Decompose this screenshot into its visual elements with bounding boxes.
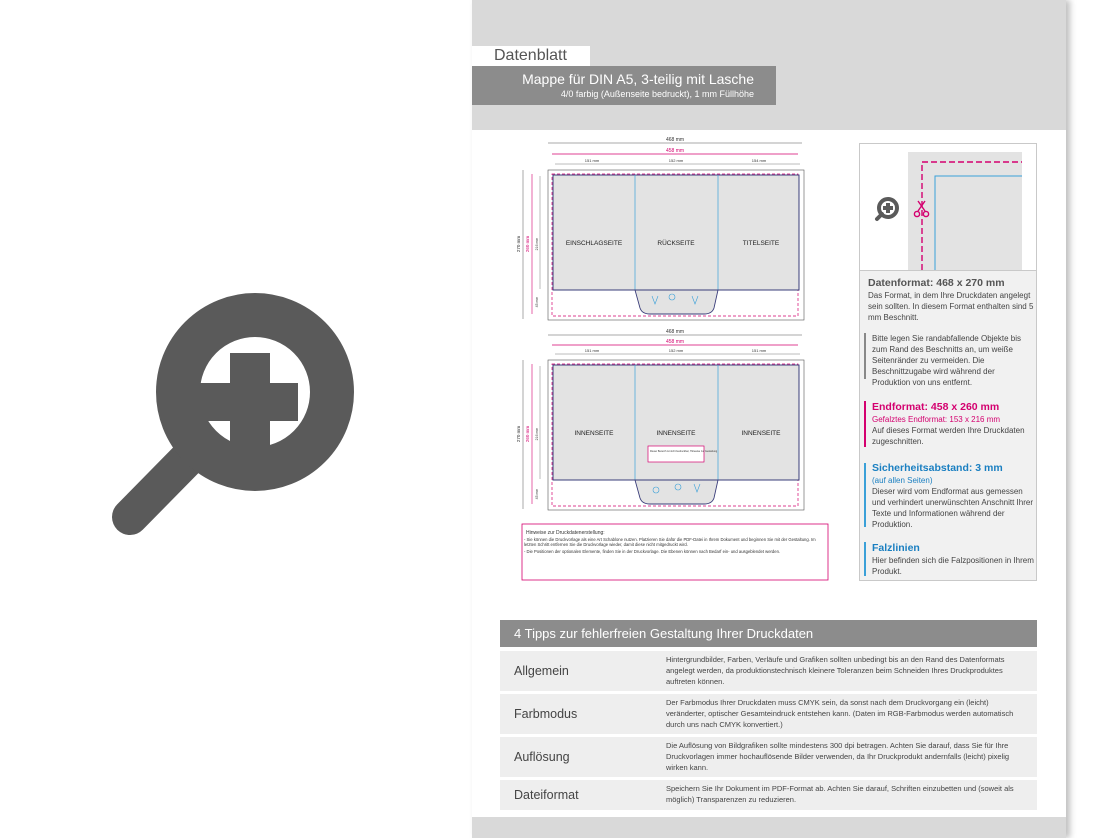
outside-col-2: 152 mm bbox=[668, 158, 684, 163]
legend-endformat bbox=[872, 401, 1034, 447]
datenformat-title: Datenformat: 468 x 270 mm bbox=[868, 277, 1005, 289]
datenformat-text: Das Format, in dem Ihre Druckdaten angelegt sein sollten. In diesem Format enthalten sind 5 mm Beschnitt. bbox=[868, 291, 1034, 322]
inside-height-flap: 45 mm bbox=[535, 488, 539, 500]
notes-item: - Sie können die Druckvorlage als eine Art Schablone nutzen. Platzieren Sie dafür die PDF-Datei in Ihrem Dokument und beginnen Sie mit der Gestaltung. Im letzten Schritt entfernen Sie die Druckvorlage wieder, damit diese nicht mitgedruckt wird. bbox=[524, 537, 816, 548]
outside-col-1: 151 mm bbox=[584, 158, 600, 163]
outside-width-total: 468 mm bbox=[665, 137, 685, 143]
inside-col-3: 151 mm bbox=[751, 348, 767, 353]
outside-height-final: 260 mm bbox=[525, 235, 530, 253]
inside-col-1: 151 mm bbox=[584, 348, 600, 353]
endformat-sub: Gefalztes Endformat: 153 x 216 mm bbox=[872, 415, 1001, 424]
sicherheit-sub: (auf allen Seiten) bbox=[872, 476, 933, 485]
product-subtitle: 4/0 farbig (Außenseite bedruckt), 1 mm Füllhöhe bbox=[560, 89, 754, 99]
tip-row bbox=[500, 780, 1037, 810]
inside-view bbox=[516, 329, 804, 510]
outside-panel-3: TITELSEITE bbox=[742, 240, 780, 247]
outside-view bbox=[516, 137, 804, 320]
falz-title: Falzlinien bbox=[872, 542, 920, 554]
notes-title: Hinweise zur Druckdatenerstellung: bbox=[526, 530, 605, 536]
inside-note: Dieser Bereich ist nicht bedruckbar, Hinweise zur Gestaltung bbox=[650, 450, 718, 453]
inside-width-final: 458 mm bbox=[665, 339, 685, 345]
outside-panel-1: EINSCHLAGSEITE bbox=[565, 240, 623, 247]
outside-height-inner: 216 mm bbox=[535, 237, 539, 251]
outside-col-3: 154 mm bbox=[751, 158, 767, 163]
tip-label: Dateiformat bbox=[514, 788, 579, 802]
tip-label: Allgemein bbox=[514, 664, 569, 678]
template-notes bbox=[522, 524, 828, 580]
detail-preview bbox=[860, 144, 1036, 271]
legend-marker-gray bbox=[864, 333, 866, 379]
outside-panel-2: RÜCKSEITE bbox=[657, 240, 695, 247]
legend-marker-falz bbox=[864, 542, 866, 576]
tip-label: Farbmodus bbox=[514, 707, 578, 721]
tip-row bbox=[500, 694, 1037, 734]
outside-width-final: 458 mm bbox=[665, 148, 685, 154]
falz-text: Hier befinden sich die Falzpositionen in Ihrem Produkt. bbox=[872, 556, 1034, 576]
zoom-in-button[interactable] bbox=[100, 285, 360, 550]
datasheet-tag: Datenblatt bbox=[472, 46, 590, 66]
sicherheit-text: Dieser wird vom Endformat aus gemessen und verhindert unerwünschten Anschnitt Ihrer Texte und Informationen während der Produktion. bbox=[872, 487, 1033, 529]
endformat-text: Auf dieses Format werden Ihre Druckdaten zugeschnitten. bbox=[872, 426, 1025, 446]
legend-marker-magenta bbox=[864, 401, 866, 447]
datasheet-page bbox=[472, 0, 1066, 838]
tip-text: Der Farbmodus Ihrer Druckdaten muss CMYK sein, da sonst nach dem Druckvorgang ein (leicht) veränderter, optischer Gesamteindruck entstehen kann. (Daten im RGB-Farbmodus werden automatisch durch uns nach CMYK konvertiert.) bbox=[666, 698, 1014, 729]
tip-text: Speichern Sie Ihr Dokument im PDF-Format ab. Achten Sie darauf, Schriften einzubetten und (soweit als möglich) Transparenzen zu reduzieren. bbox=[666, 784, 1014, 804]
notes-item: - Die Positionen der optionalen Elemente, finden Sie in der Druckvorlage. Die Ebenen können nach Bedarf ein- und ausgeblendet werden. bbox=[524, 548, 781, 554]
endformat-title: Endformat: 458 x 260 mm bbox=[872, 401, 1000, 413]
tips-heading: 4 Tipps zur fehlerfreien Gestaltung Ihrer Druckdaten bbox=[500, 620, 1037, 647]
tip-row bbox=[500, 737, 1037, 777]
legend-beschnitt bbox=[872, 333, 1034, 388]
outside-height-total: 270 mm bbox=[516, 235, 521, 253]
zoom-in-icon bbox=[877, 199, 897, 219]
tip-text: Die Auflösung von Bildgrafiken sollte mindestens 300 dpi betragen. Achten Sie darauf, dass Sie für Ihre Druckvorlagen immer hochauflösende Bilder verwenden, da Ihr Druckprodukt andernfalls (leicht) pixelig wirken kann. bbox=[666, 741, 1010, 772]
legend-marker-cyan bbox=[864, 463, 866, 527]
template-diagram bbox=[512, 134, 832, 584]
inside-height-final: 260 mm bbox=[525, 425, 530, 443]
inside-panel-1: INNENSEITE bbox=[574, 430, 614, 437]
product-title: Mappe für DIN A5, 3-teilig mit Lasche bbox=[522, 71, 754, 87]
legend-falz bbox=[872, 542, 1034, 577]
inside-col-2: 152 mm bbox=[668, 348, 684, 353]
beschnitt-text: Bitte legen Sie randabfallende Objekte bis zum Rand des Beschnitts an, um weiße Seitenränder zu vermeiden. Die Beschnittzugabe wird während der Produktion von uns entfernt. bbox=[872, 334, 1021, 387]
title-box bbox=[472, 66, 776, 105]
inside-panel-3: INNENSEITE bbox=[741, 430, 781, 437]
tip-text: Hintergrundbilder, Farben, Verläufe und Grafiken sollten unbedingt bis an den Rand des Datenformats angelegt werden, da produktionstechnisch kleinere Toleranzen beim Schneiden Ihres Druckproduktes auftreten können. bbox=[666, 655, 1005, 686]
zoom-in-icon bbox=[100, 285, 360, 550]
inside-width-total: 468 mm bbox=[665, 329, 685, 335]
tip-row bbox=[500, 651, 1037, 691]
inside-panel-2: INNENSEITE bbox=[656, 430, 696, 437]
outside-height-flap: 45 mm bbox=[535, 296, 539, 308]
tip-label: Auflösung bbox=[514, 750, 570, 764]
footer-band bbox=[472, 817, 1066, 838]
legend-sicherheit bbox=[872, 462, 1034, 530]
legend-datenformat bbox=[868, 277, 1034, 323]
spec-legend bbox=[859, 143, 1037, 581]
inside-height-total: 270 mm bbox=[516, 425, 521, 443]
sicherheit-title: Sicherheitsabstand: 3 mm bbox=[872, 462, 1003, 474]
inside-height-inner: 216 mm bbox=[535, 427, 539, 441]
